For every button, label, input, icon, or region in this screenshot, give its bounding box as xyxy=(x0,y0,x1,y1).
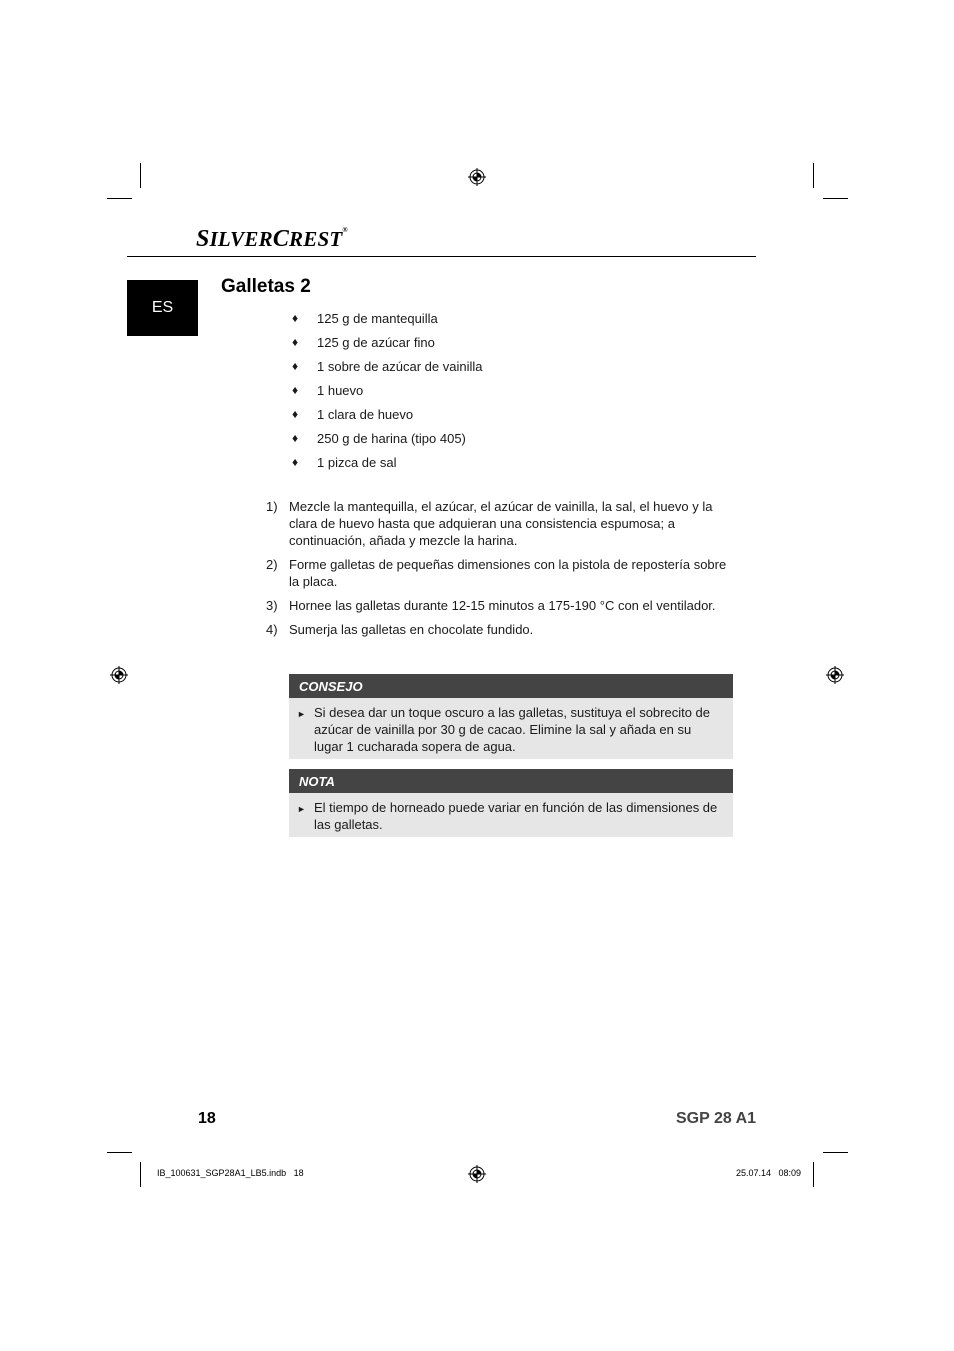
diamond-bullet-icon: ♦ xyxy=(292,383,299,397)
diamond-bullet-icon: ♦ xyxy=(292,311,299,325)
crop-mark xyxy=(107,198,132,199)
crop-mark xyxy=(813,1162,814,1187)
brand-logo: SILVERCREST® xyxy=(196,226,348,252)
ingredient-list xyxy=(292,306,483,474)
note-box xyxy=(289,769,733,837)
diamond-bullet-icon: ♦ xyxy=(292,455,299,469)
print-file-info: IB_100631_SGP28A1_LB5.indb 18 xyxy=(157,1168,304,1178)
tip-box xyxy=(289,674,733,759)
note-text: El tiempo de horneado puede variar en función de las dimensiones de las galletas. xyxy=(314,800,718,832)
list-item: ♦ 250 g de harina (tipo 405) xyxy=(292,430,466,446)
step-item: 3) Hornee las galletas durante 12-15 minutos a 175-190 °C con el ventilador. xyxy=(266,598,716,613)
step-item: 4) Sumerja las galletas en chocolate fundido. xyxy=(266,622,534,637)
crop-mark xyxy=(823,1152,848,1153)
step-item: 1) Mezcle la mantequilla, el azúcar, el azúcar de vainilla, la sal, el huevo y la clara de huevo hasta que adquieran una consistencia espumosa; a continuación, añada y mezcle la harina. xyxy=(266,499,713,548)
list-item: ♦ 1 sobre de azúcar de vainilla xyxy=(292,358,483,374)
list-item: ♦ 1 clara de huevo xyxy=(292,406,414,422)
print-datetime: 25.07.14 08:09 xyxy=(736,1168,802,1178)
crop-mark xyxy=(813,163,814,188)
header-rule xyxy=(127,256,756,257)
step-item: 2) Forme galletas de pequeñas dimensiones con la pistola de repostería sobre la placa. xyxy=(266,557,727,589)
diamond-bullet-icon: ♦ xyxy=(292,335,299,349)
registration-mark-icon xyxy=(468,1165,486,1183)
registration-mark-icon xyxy=(110,666,128,684)
diamond-bullet-icon: ♦ xyxy=(292,407,299,421)
note-box-header: NOTA xyxy=(289,769,733,793)
page-title: Galletas 2 xyxy=(221,276,311,297)
crop-mark xyxy=(107,1152,132,1153)
crop-mark xyxy=(823,198,848,199)
list-item: ♦ 1 huevo xyxy=(292,382,364,398)
registration-mark-icon xyxy=(468,168,486,186)
tip-text: Si desea dar un toque oscuro a las galletas, sustituya el sobrecito de azúcar de vainilla por 30 g de cacao. Elimine la sal y añada en su lugar 1 cucharada sopera de agua. xyxy=(314,705,711,754)
list-item: ♦ 125 g de mantequilla xyxy=(292,310,438,326)
arrow-bullet-icon: ► xyxy=(297,804,306,814)
list-item: ♦ 1 pizca de sal xyxy=(292,454,397,470)
registration-mark-icon xyxy=(826,666,844,684)
model-number: SGP 28 A1 xyxy=(676,1110,757,1127)
arrow-bullet-icon: ► xyxy=(297,709,306,719)
crop-mark xyxy=(140,1162,141,1187)
diamond-bullet-icon: ♦ xyxy=(292,359,299,373)
diamond-bullet-icon: ♦ xyxy=(292,431,299,445)
instruction-steps xyxy=(266,498,736,645)
crop-mark xyxy=(140,163,141,188)
tip-box-header: CONSEJO xyxy=(289,674,733,698)
language-tab: ES xyxy=(127,280,198,336)
list-item: ♦ 125 g de azúcar fino xyxy=(292,334,435,350)
page-number: 18 xyxy=(198,1110,216,1127)
